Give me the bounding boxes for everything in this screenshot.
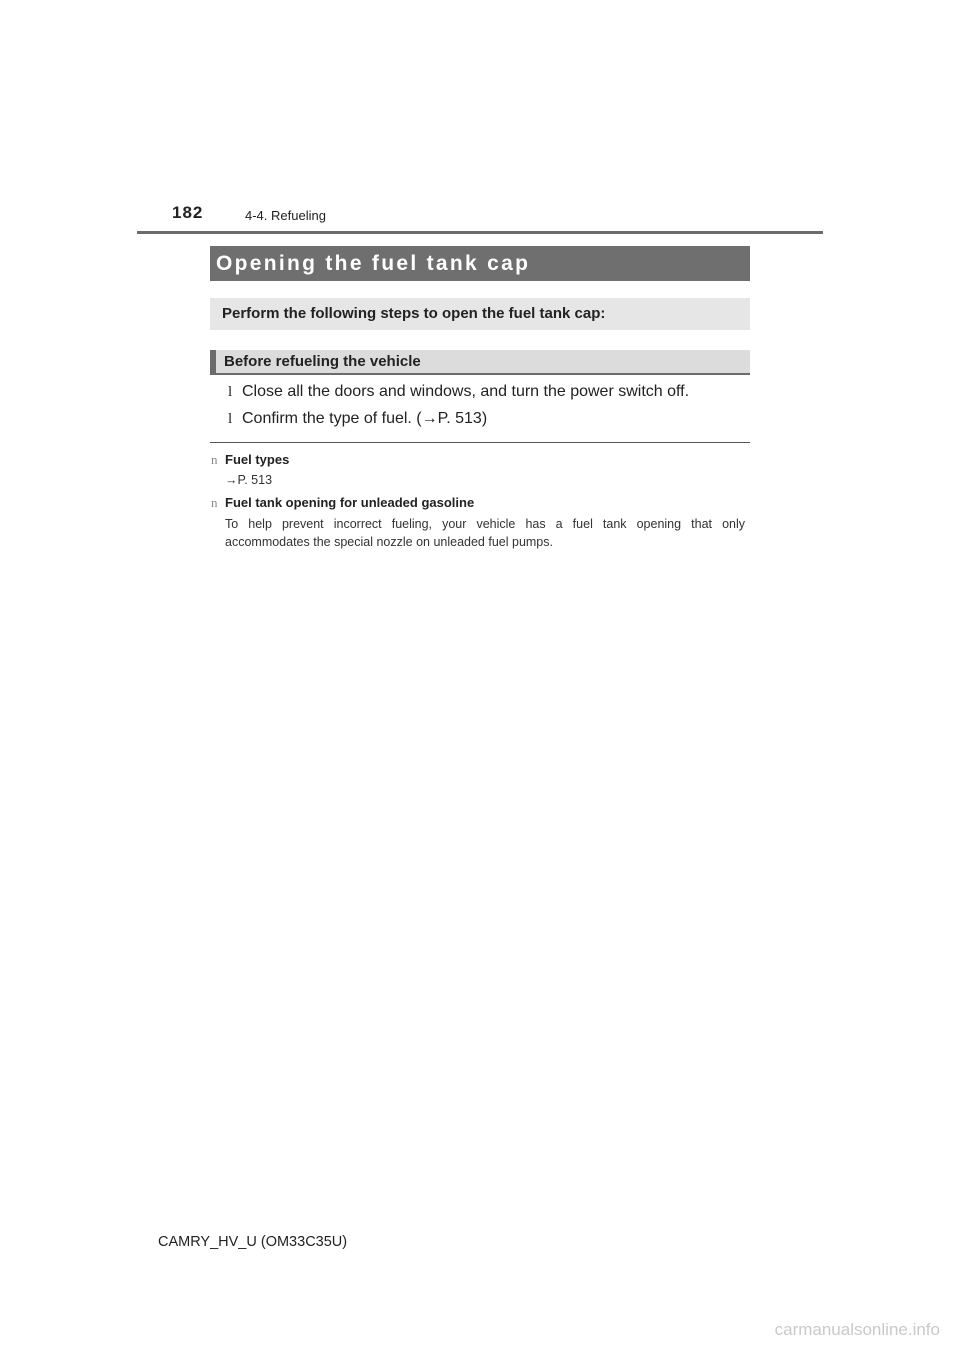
note-heading-text: Fuel tank opening for unleaded gasoline xyxy=(225,495,475,510)
intro-box xyxy=(210,298,750,330)
note-reference-link[interactable]: →P. 513 xyxy=(225,473,273,487)
watermark: carmanualsonline.info xyxy=(774,1320,940,1339)
note-heading-text: Fuel types xyxy=(225,452,290,467)
step-text: Confirm the type of fuel. (→P. 513) xyxy=(242,410,488,427)
bullet-icon: l xyxy=(228,384,233,400)
subsection-heading: Before refueling the vehicle xyxy=(224,353,421,370)
subsection-heading-bar xyxy=(210,350,750,375)
page-title-bar xyxy=(210,246,750,281)
note-marker-icon: n xyxy=(211,452,218,467)
note-heading xyxy=(211,452,289,468)
subsection-marker xyxy=(210,350,216,373)
footer-model-code: CAMRY_HV_U (OM33C35U) xyxy=(158,1234,348,1250)
step-item xyxy=(228,410,487,428)
page-number: 182 xyxy=(172,203,204,222)
step-text: Close all the doors and windows, and turn the power switch off. xyxy=(242,383,690,400)
section-divider xyxy=(210,442,750,443)
note-body: To help prevent incorrect fueling, your vehicle has a fuel tank opening that only accommodates the special nozzle on unleaded fuel pumps. xyxy=(225,517,745,549)
note-marker-icon: n xyxy=(211,495,218,510)
header-rule xyxy=(137,231,823,234)
note-heading xyxy=(211,495,474,511)
page-title: Opening the fuel tank cap xyxy=(216,252,531,275)
bullet-icon: l xyxy=(228,411,233,427)
intro-text: Perform the following steps to open the fuel tank cap: xyxy=(222,305,606,322)
section-breadcrumb: 4-4. Refueling xyxy=(245,208,326,223)
step-item xyxy=(228,383,689,401)
